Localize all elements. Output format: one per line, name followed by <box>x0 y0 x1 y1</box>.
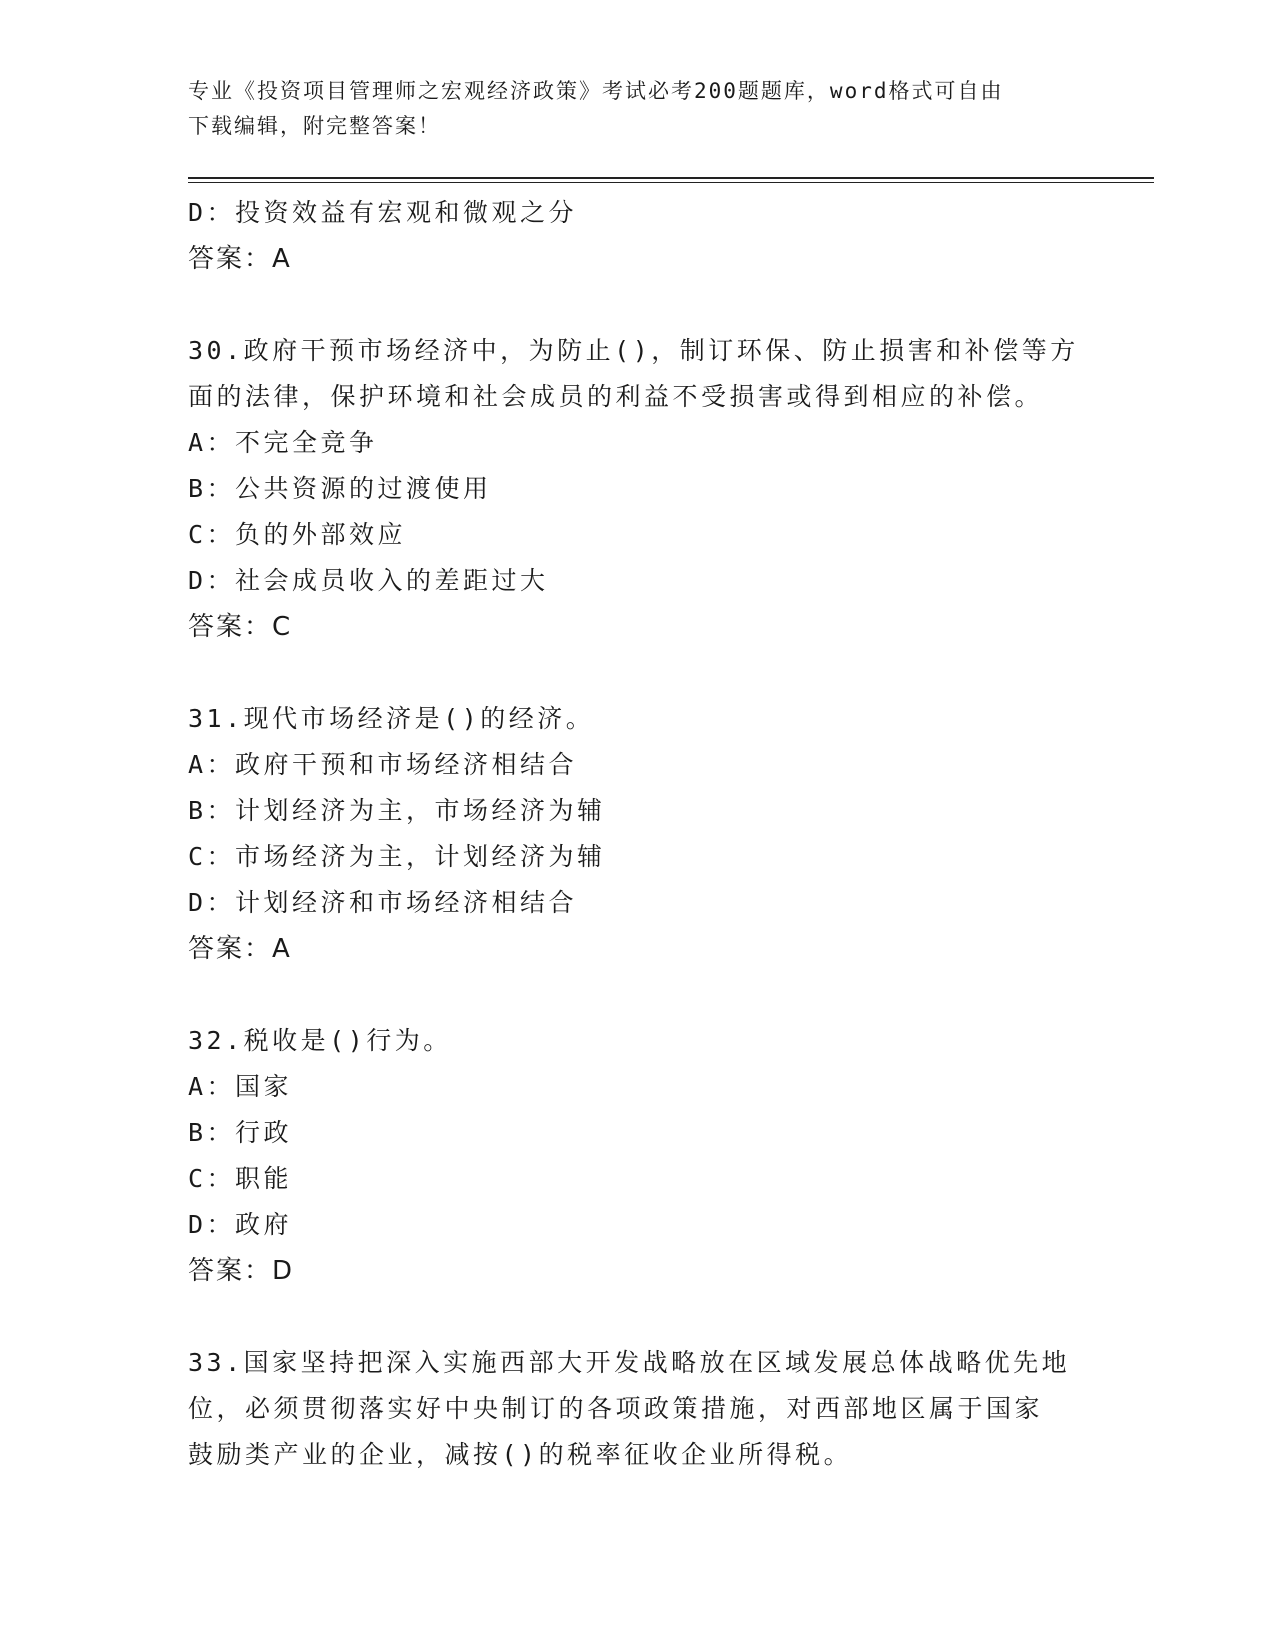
header-divider-thick <box>188 177 1154 179</box>
q33-stem-line-2: 位，必须贯彻落实好中央制订的各项政策措施，对西部地区属于国家 <box>188 1394 1044 1423</box>
q31-answer: 答案：A <box>188 934 292 964</box>
spacer <box>188 282 1088 328</box>
q30-stem-line-2: 面的法律，保护环境和社会成员的利益不受损害或得到相应的补偿。 <box>188 382 1044 411</box>
spacer <box>188 972 1088 1018</box>
header-divider-thin <box>188 182 1154 183</box>
q31-option-c: C：市场经济为主，计划经济为辅 <box>188 842 606 871</box>
q32-answer: 答案：D <box>188 1256 295 1286</box>
q32-option-a: A：国家 <box>188 1072 293 1101</box>
q31-option-b: B：计划经济为主，市场经济为辅 <box>188 796 606 825</box>
document-header <box>188 74 1088 144</box>
spacer <box>188 1294 1088 1340</box>
spacer <box>188 650 1088 696</box>
prev-answer: 答案：A <box>188 244 292 274</box>
q33-stem-line-1: 33.国家坚持把深入实施西部大开发战略放在区域发展总体战略优先地 <box>188 1348 1071 1377</box>
q33-stem-line-3: 鼓励类产业的企业，减按()的税率征收企业所得税。 <box>188 1440 853 1469</box>
q30-answer: 答案：C <box>188 612 293 642</box>
q32-option-b: B：行政 <box>188 1118 293 1147</box>
q31-option-a: A：政府干预和市场经济相结合 <box>188 750 578 779</box>
question-list <box>188 190 1088 1478</box>
q31-stem-line-1: 31.现代市场经济是()的经济。 <box>188 704 595 733</box>
q31-option-d: D：计划经济和市场经济相结合 <box>188 888 578 917</box>
q30-option-a: A：不完全竞争 <box>188 428 378 457</box>
q32-option-d: D：政府 <box>188 1210 293 1239</box>
header-line-1: 专业《投资项目管理师之宏观经济政策》考试必考200题题库，word格式可自由 <box>188 79 1004 103</box>
q30-stem-line-1: 30.政府干预市场经济中，为防止()，制订环保、防止损害和补偿等方 <box>188 336 1079 365</box>
q30-option-d: D：社会成员收入的差距过大 <box>188 566 549 595</box>
q32-stem-line-1: 32.税收是()行为。 <box>188 1026 452 1055</box>
header-line-2: 下载编辑，附完整答案！ <box>188 114 441 138</box>
q32-option-c: C：职能 <box>188 1164 293 1193</box>
q30-option-b: B：公共资源的过渡使用 <box>188 474 492 503</box>
prev-option-d: D：投资效益有宏观和微观之分 <box>188 198 578 227</box>
q30-option-c: C：负的外部效应 <box>188 520 407 549</box>
